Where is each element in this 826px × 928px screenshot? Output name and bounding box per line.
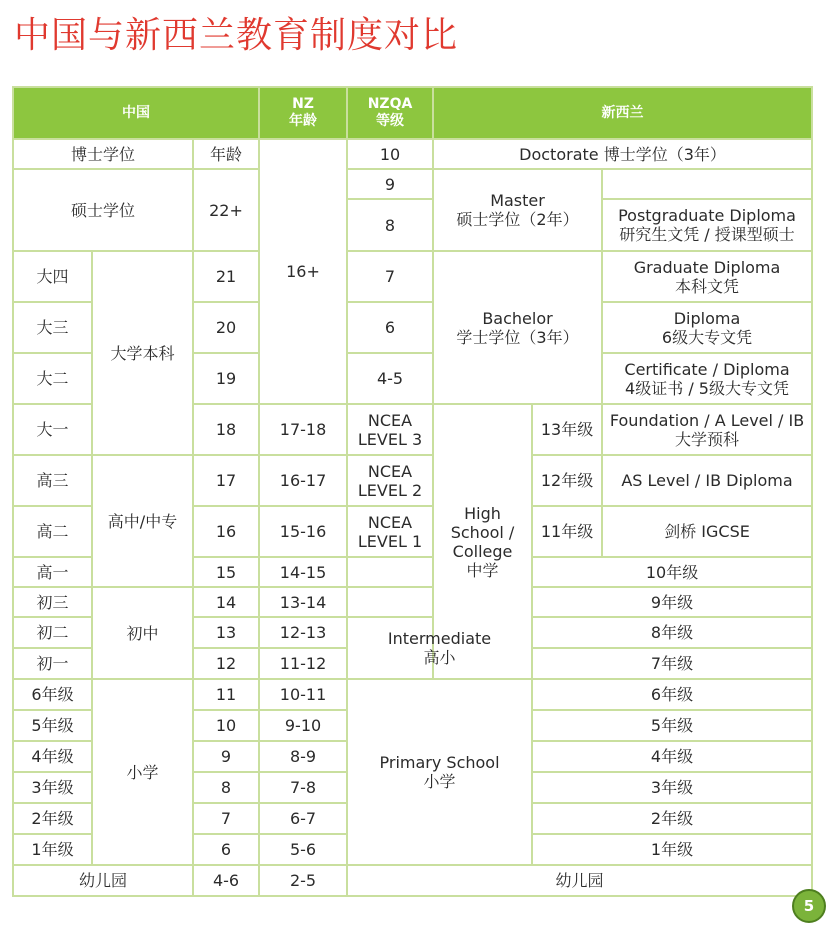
nz-age: 7-8: [259, 772, 347, 803]
nz-kindergarten: 幼儿园: [347, 865, 812, 896]
table-row: [13, 455, 812, 506]
table-row: [13, 139, 812, 169]
nz-age: 16-17: [259, 455, 347, 506]
nz-year: 1年级: [532, 834, 812, 865]
nz-year: 11年级: [532, 506, 602, 557]
cn-age: 21: [193, 251, 259, 302]
cn-age: 22+: [193, 169, 259, 251]
cn-age: 16: [193, 506, 259, 557]
nz-age: 14-15: [259, 557, 347, 587]
nz-age: 13-14: [259, 587, 347, 617]
cn-level: 幼儿园: [13, 865, 193, 896]
cn-year: 大二: [13, 353, 92, 404]
nz-age: 17-18: [259, 404, 347, 455]
cn-year: 1年级: [13, 834, 92, 865]
nz-age: 12-13: [259, 617, 347, 648]
cn-year: 高二: [13, 506, 92, 557]
nz-intermediate: Intermediate 高小: [347, 617, 532, 679]
nz-year: 13年级: [532, 404, 602, 455]
nz-age: 15-16: [259, 506, 347, 557]
nz-year: 12年级: [532, 455, 602, 506]
nz-detail: Diploma 6级大专文凭: [602, 302, 812, 353]
cn-age: 14: [193, 587, 259, 617]
cn-age: 8: [193, 772, 259, 803]
table-row: [13, 251, 812, 302]
cn-stage: 高中/中专: [92, 455, 193, 587]
nzqa-empty: [347, 587, 433, 617]
header-nzqa: NZQA 等级: [347, 87, 433, 139]
cn-age: 18: [193, 404, 259, 455]
cn-age: 年龄: [193, 139, 259, 169]
table-row: [13, 679, 812, 710]
cn-year: 3年级: [13, 772, 92, 803]
cn-stage: 初中: [92, 587, 193, 679]
cn-year: 初二: [13, 617, 92, 648]
cn-age: 7: [193, 803, 259, 834]
nzqa-level: NCEA LEVEL 2: [347, 455, 433, 506]
nz-age: 16+: [259, 139, 347, 404]
nz-detail: Graduate Diploma 本科文凭: [602, 251, 812, 302]
cn-year: 初三: [13, 587, 92, 617]
nz-detail: Certificate / Diploma 4级证书 / 5级大专文凭: [602, 353, 812, 404]
nz-detail: Postgraduate Diploma 研究生文凭 / 授课型硕士: [602, 199, 812, 251]
header-china: 中国: [13, 87, 259, 139]
cn-year: 高一: [13, 557, 92, 587]
cn-age: 9: [193, 741, 259, 772]
cn-age: 10: [193, 710, 259, 741]
header-row: [13, 87, 812, 139]
nzqa-level: 6: [347, 302, 433, 353]
cn-age: 20: [193, 302, 259, 353]
cn-age: 4-6: [193, 865, 259, 896]
cn-level: 硕士学位: [13, 169, 193, 251]
cn-year: 大四: [13, 251, 92, 302]
nz-age: 5-6: [259, 834, 347, 865]
cn-year: 6年级: [13, 679, 92, 710]
cn-age: 17: [193, 455, 259, 506]
cn-age: 6: [193, 834, 259, 865]
nzqa-empty: [347, 557, 433, 587]
cn-age: 19: [193, 353, 259, 404]
page-title: 中国与新西兰教育制度对比: [14, 15, 459, 56]
cn-year: 大三: [13, 302, 92, 353]
nz-detail: Foundation / A Level / IB 大学预科: [602, 404, 812, 455]
cn-year: 2年级: [13, 803, 92, 834]
cn-year: 5年级: [13, 710, 92, 741]
header-new-zealand: 新西兰: [433, 87, 812, 139]
cn-age: 12: [193, 648, 259, 679]
cn-age: 15: [193, 557, 259, 587]
cn-year: 大一: [13, 404, 92, 455]
nz-age: 6-7: [259, 803, 347, 834]
cn-year: 初一: [13, 648, 92, 679]
table-row: [13, 587, 812, 617]
nzqa-level: 7: [347, 251, 433, 302]
nzqa-level: 4-5: [347, 353, 433, 404]
cn-stage: 大学本科: [92, 251, 193, 455]
cn-stage: 小学: [92, 679, 193, 865]
cn-age: 13: [193, 617, 259, 648]
nzqa-level: 10: [347, 139, 433, 169]
nz-year: 9年级: [532, 587, 812, 617]
cn-age: 11: [193, 679, 259, 710]
nz-year: 8年级: [532, 617, 812, 648]
nz-year: 2年级: [532, 803, 812, 834]
nzqa-level: NCEA LEVEL 3: [347, 404, 433, 455]
nz-age: 10-11: [259, 679, 347, 710]
cn-year: 高三: [13, 455, 92, 506]
nz-primary-school: Primary School 小学: [347, 679, 532, 865]
nz-age: 2-5: [259, 865, 347, 896]
nz-age: 11-12: [259, 648, 347, 679]
nzqa-level: NCEA LEVEL 1: [347, 506, 433, 557]
nzqa-level: 8: [347, 199, 433, 251]
nz-detail-empty: [602, 169, 812, 199]
cn-level: 博士学位: [13, 139, 193, 169]
nz-year: 3年级: [532, 772, 812, 803]
nz-year: 4年级: [532, 741, 812, 772]
nz-detail: 剑桥 IGCSE: [602, 506, 812, 557]
table-row: [13, 169, 812, 199]
nz-detail: AS Level / IB Diploma: [602, 455, 812, 506]
nz-qualification: Bachelor 学士学位（3年）: [433, 251, 602, 404]
nz-age: 8-9: [259, 741, 347, 772]
page-number-badge: 5: [792, 889, 826, 923]
nz-year: 6年级: [532, 679, 812, 710]
header-nz-age: NZ 年龄: [259, 87, 347, 139]
nz-year: 7年级: [532, 648, 812, 679]
nz-high-school: High School / College 中学: [433, 404, 532, 679]
nz-year: 10年级: [532, 557, 812, 587]
table-row: [13, 865, 812, 896]
nz-age: 9-10: [259, 710, 347, 741]
nz-qualification: Master 硕士学位（2年）: [433, 169, 602, 251]
nz-year: 5年级: [532, 710, 812, 741]
cn-year: 4年级: [13, 741, 92, 772]
nzqa-level: 9: [347, 169, 433, 199]
education-comparison-table: [12, 86, 813, 897]
nz-qualification: Doctorate 博士学位（3年）: [433, 139, 812, 169]
